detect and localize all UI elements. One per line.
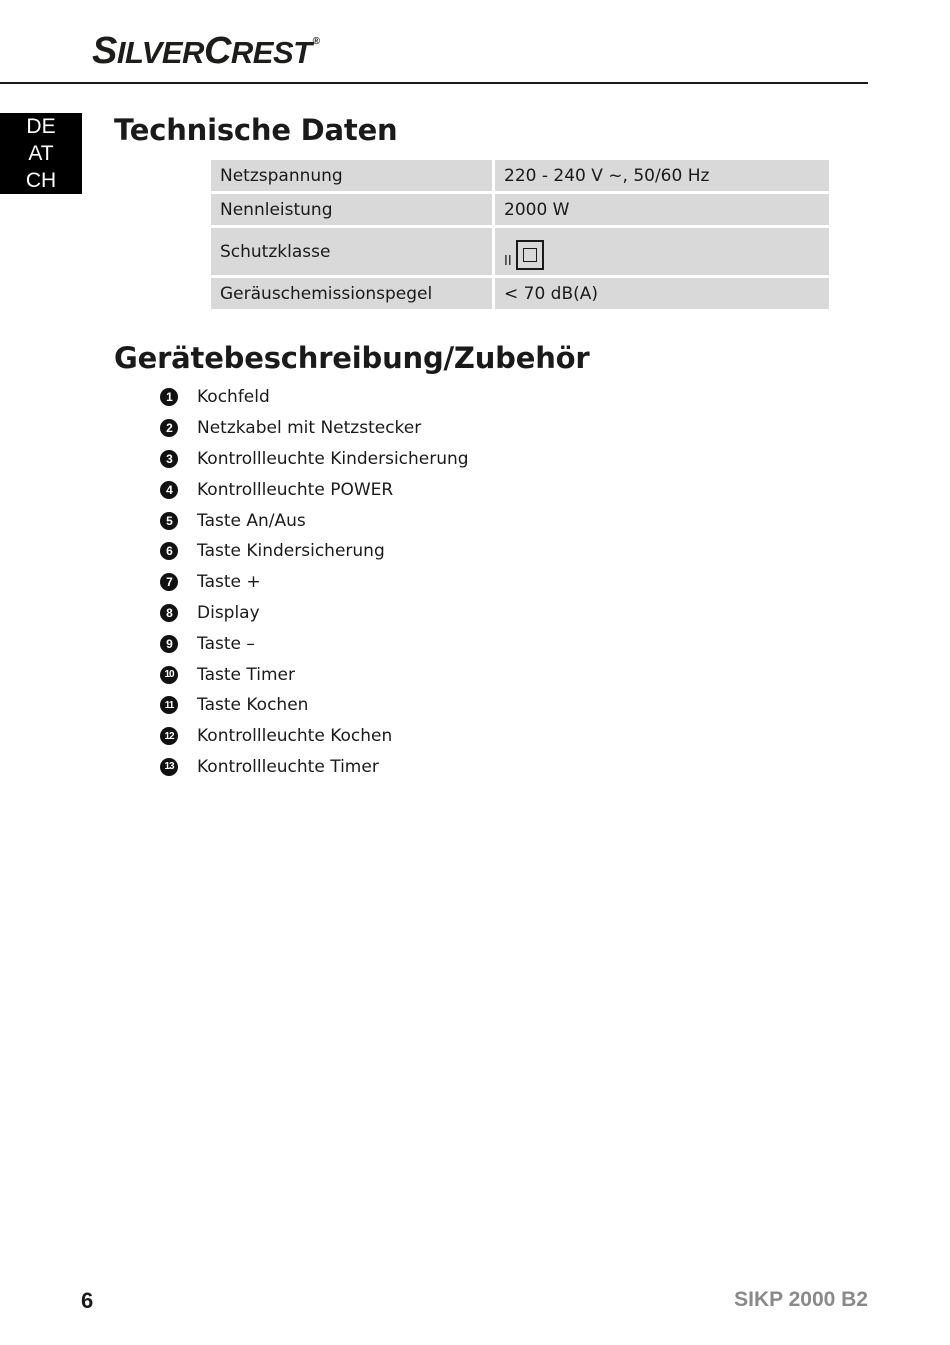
table-row <box>211 194 829 225</box>
item-label: Taste + <box>197 572 261 593</box>
brand-logo <box>92 30 319 73</box>
item-number-badge: 2 <box>160 419 178 437</box>
item-number-badge: 4 <box>160 481 178 499</box>
list-item <box>160 598 469 629</box>
spec-label: Nennleistung <box>211 194 492 225</box>
item-number-badge: 1 <box>160 388 178 406</box>
spec-value: < 70 dB(A) <box>495 278 829 309</box>
table-row <box>211 160 829 191</box>
protection-class-ii-icon <box>504 234 544 270</box>
item-number-badge: 13 <box>160 758 178 776</box>
parts-list <box>160 382 469 782</box>
technical-data-table <box>208 157 832 312</box>
item-number-badge: 7 <box>160 573 178 591</box>
list-item <box>160 536 469 567</box>
item-label: Kontrollleuchte Kindersicherung <box>197 448 469 469</box>
brand-logo-part: ILVER <box>116 35 204 70</box>
header-divider <box>0 82 868 84</box>
item-number-badge: 10 <box>160 666 178 684</box>
list-item <box>160 474 469 505</box>
brand-logo-part: S <box>92 30 117 72</box>
language-code: AT <box>28 142 54 165</box>
list-item <box>160 628 469 659</box>
technical-data-heading: Technische Daten <box>114 113 398 147</box>
spec-value: 220 - 240 V ~, 50/60 Hz <box>495 160 829 191</box>
item-number-badge: 9 <box>160 635 178 653</box>
brand-logo-part: C <box>203 30 231 72</box>
item-label: Kochfeld <box>197 387 270 408</box>
list-item <box>160 721 469 752</box>
protection-class-label: II <box>504 253 512 269</box>
item-label: Taste Kindersicherung <box>197 541 385 562</box>
double-square-icon <box>516 240 544 270</box>
item-number-badge: 3 <box>160 450 178 468</box>
language-code: DE <box>26 115 56 138</box>
model-name: SIKP 2000 B2 <box>734 1288 868 1311</box>
item-label: Taste Kochen <box>197 695 309 716</box>
list-item <box>160 505 469 536</box>
registered-mark: ® <box>312 36 320 47</box>
language-tab <box>0 113 82 194</box>
item-label: Taste – <box>197 633 255 654</box>
table-row <box>211 228 829 275</box>
list-item <box>160 567 469 598</box>
list-item <box>160 413 469 444</box>
spec-value <box>495 228 829 275</box>
list-item <box>160 659 469 690</box>
brand-logo-part: REST <box>230 35 312 70</box>
list-item <box>160 690 469 721</box>
list-item <box>160 752 469 783</box>
item-number-badge: 11 <box>160 696 178 714</box>
item-number-badge: 8 <box>160 604 178 622</box>
item-number-badge: 12 <box>160 727 178 745</box>
item-number-badge: 6 <box>160 542 178 560</box>
item-label: Kontrollleuchte POWER <box>197 479 394 500</box>
spec-label: Netzspannung <box>211 160 492 191</box>
item-label: Taste Timer <box>197 664 295 685</box>
language-code: CH <box>25 169 57 192</box>
table-row <box>211 278 829 309</box>
list-item <box>160 382 469 413</box>
item-label: Netzkabel mit Netzstecker <box>197 418 422 439</box>
device-description-heading: Gerätebeschreibung/Zubehör <box>114 341 590 375</box>
item-number-badge: 5 <box>160 512 178 530</box>
item-label: Taste An/Aus <box>197 510 306 531</box>
item-label: Display <box>197 602 260 623</box>
spec-label: Schutzklasse <box>211 228 492 275</box>
list-item <box>160 444 469 475</box>
page-number: 6 <box>81 1288 94 1313</box>
spec-value: 2000 W <box>495 194 829 225</box>
item-label: Kontrollleuchte Kochen <box>197 726 393 747</box>
spec-label: Geräuschemissionspegel <box>211 278 492 309</box>
item-label: Kontrollleuchte Timer <box>197 756 379 777</box>
